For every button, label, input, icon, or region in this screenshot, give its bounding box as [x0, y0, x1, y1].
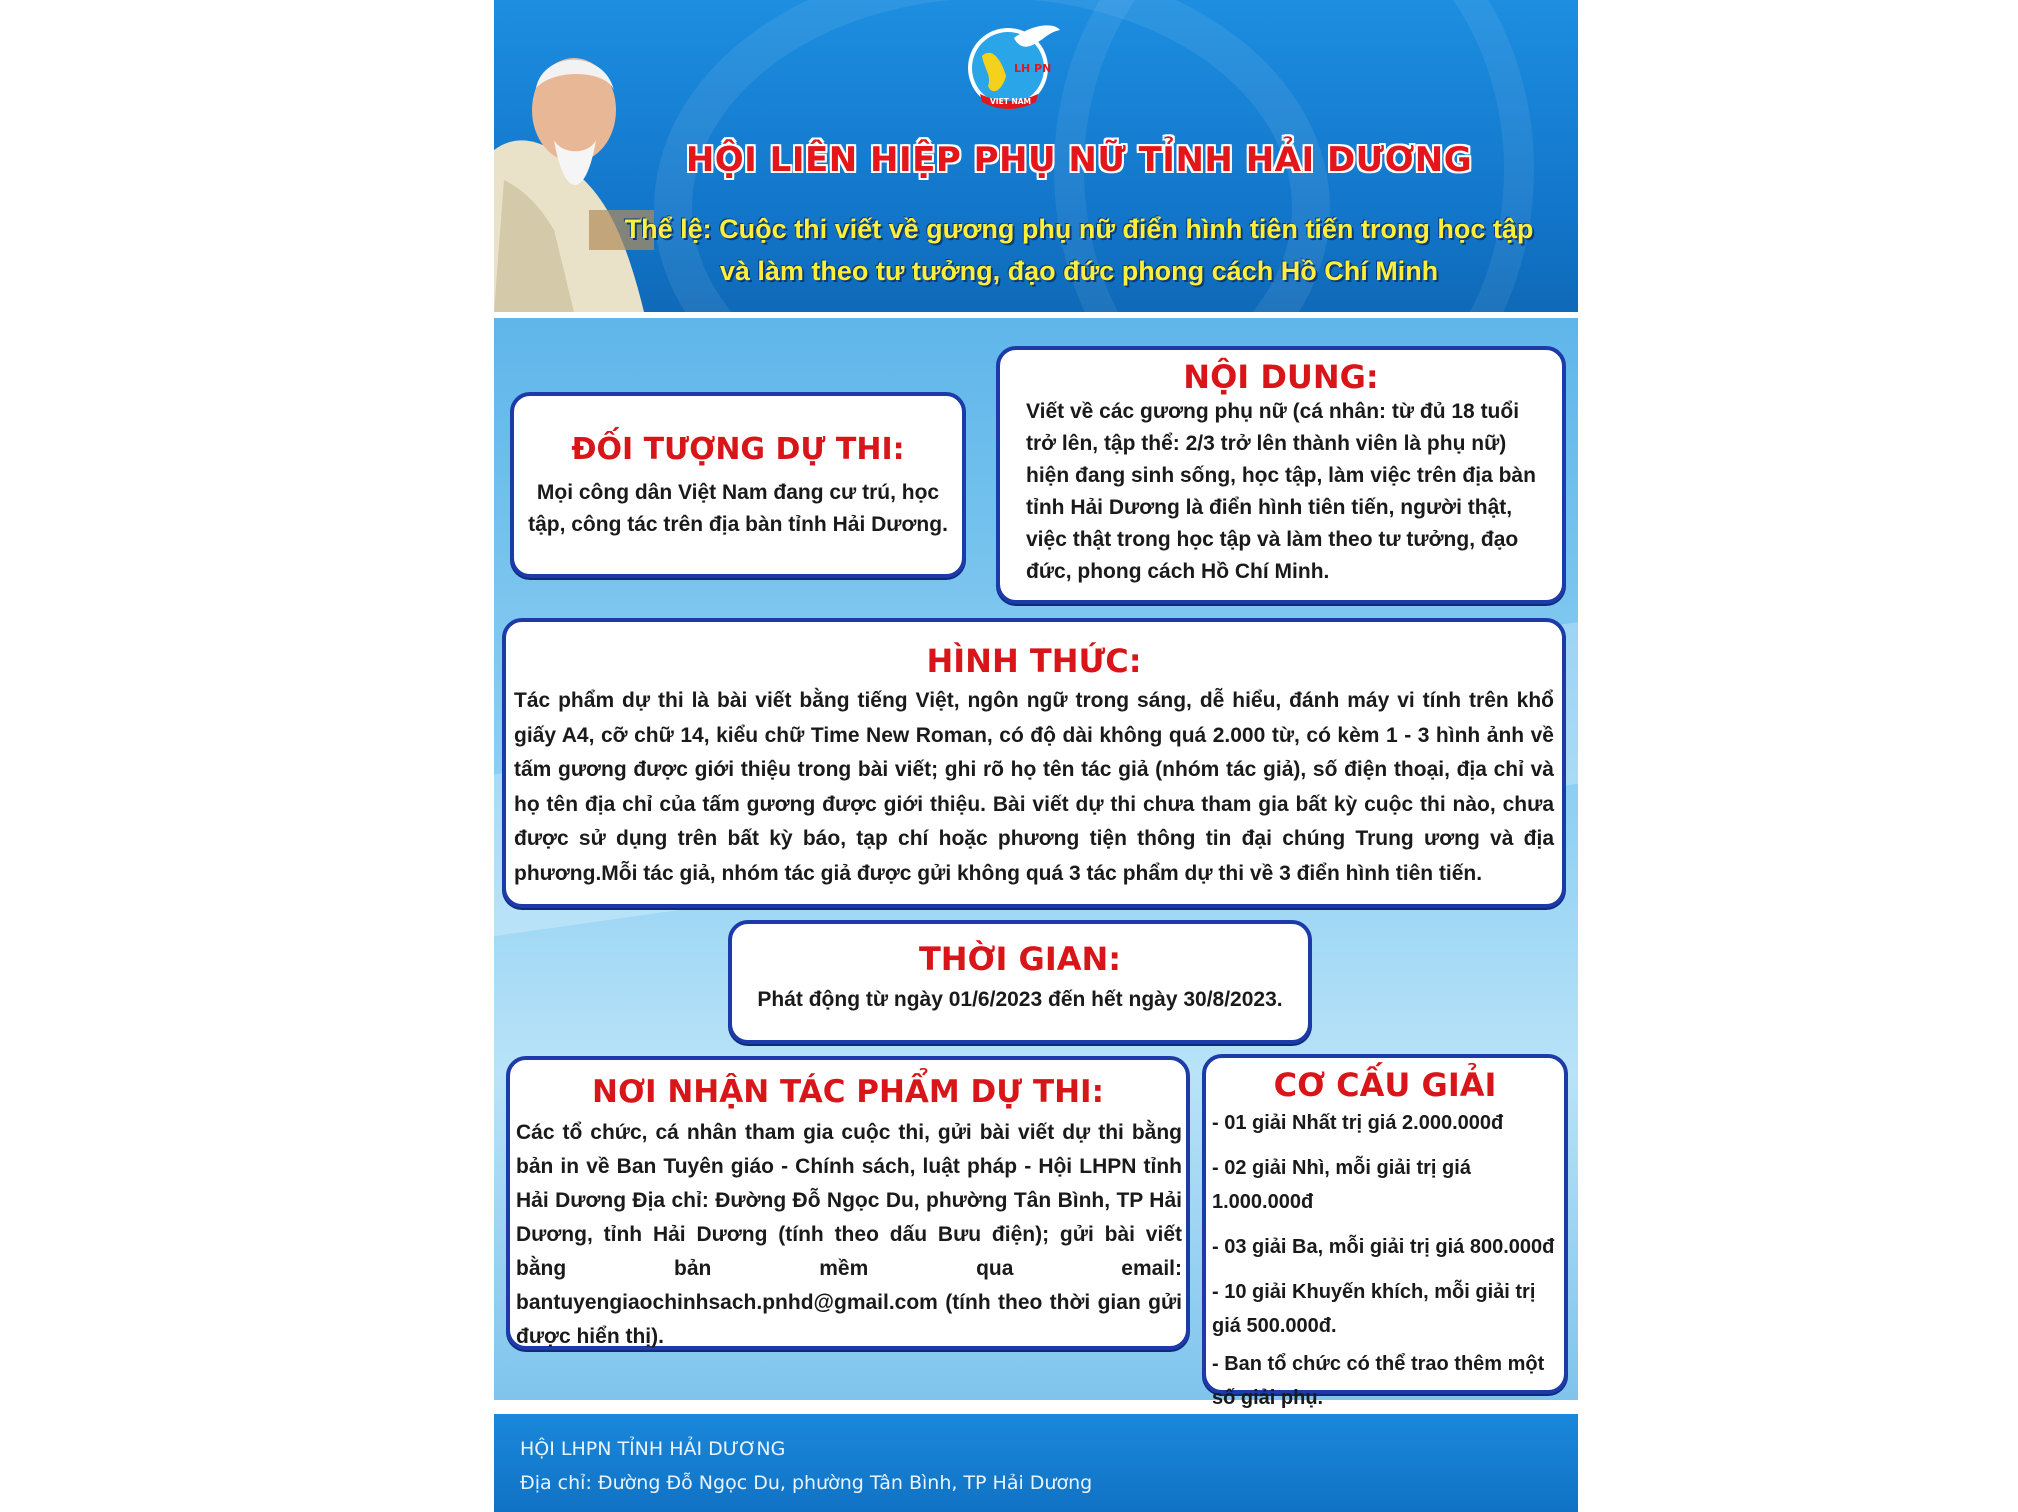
organization-title: HỘI LIÊN HIỆP PHỤ NỮ TỈNH HẢI DƯƠNG [685, 140, 1473, 180]
prize-list [1206, 1106, 1564, 1415]
hinh-thuc-text: Tác phẩm dự thi là bài viết bằng tiếng Việt, ngôn ngữ trong sáng, dễ hiểu, đánh máy vi tính trên khổ giấy A4, cỡ chữ 14, kiểu chữ Time New Roman, có độ dài không quá 2.000 từ, có kèm 1 - 3 hình ảnh về tấm gương được giới thiệu trong bài viết; ghi rõ họ tên tác giả (nhóm tác giả), số điện thoại, địa chỉ và họ tên địa chỉ của tấm gương được giới thiệu. Bài viết dự thi chưa tham gia bất kỳ cuộc thi nào, chưa được sử dụng trên bất kỳ báo, tạp chí hoặc phương tiện thông tin đại chúng Trung ương và địa phương.Mỗi tác giả, nhóm tác giả được gửi không quá 3 tác phẩm dự thi về 3 điển hình tiên tiến. [514, 689, 1554, 885]
prize-item: - 01 giải Nhất trị giá 2.000.000đ [1212, 1112, 1504, 1134]
logo-text-top: LH PN [1014, 62, 1052, 75]
lhpn-logo [962, 16, 1062, 116]
logo-text-bottom: VIET NAM [990, 97, 1031, 106]
poster [494, 0, 1578, 1512]
card-co-cau-giai [1202, 1054, 1568, 1409]
card-thoi-gian [728, 920, 1312, 1044]
poster-footer [494, 1414, 1578, 1512]
card-doi-tuong [510, 392, 966, 578]
doi-tuong-text: Mọi công dân Việt Nam đang cư trú, học tập, công tác trên địa bàn tỉnh Hải Dương. [528, 481, 948, 536]
prize-item: - Ban tổ chức có thể trao thêm một số giải phụ. [1212, 1353, 1545, 1409]
doi-tuong-title: ĐỐI TƯỢNG DỰ THI: [571, 432, 905, 467]
prize-item: - 02 giải Nhì, mỗi giải trị giá 1.000.000đ [1212, 1157, 1471, 1213]
thoi-gian-text: Phát động từ ngày 01/6/2023 đến hết ngày 30/8/2023. [757, 988, 1283, 1011]
prize-item: - 10 giải Khuyến khích, mỗi giải trị giá 500.000đ. [1212, 1281, 1536, 1337]
poster-header [494, 0, 1578, 312]
card-noi-dung [996, 346, 1566, 604]
card-noi-nhan [506, 1056, 1190, 1350]
prize-item: - 03 giải Ba, mỗi giải trị giá 800.000đ [1212, 1236, 1555, 1258]
card-hinh-thuc [502, 618, 1566, 908]
footer-org: HỘI LHPN TỈNH HẢI DƯƠNG [520, 1438, 786, 1460]
noi-nhan-text: Các tổ chức, cá nhân tham gia cuộc thi, gửi bài viết dự thi bằng bản in về Ban Tuyên giáo - Chính sách, luật pháp - Hội LHPN tỉnh Hải Dương Địa chỉ: Đường Đỗ Ngọc Du, phường Tân Bình, TP Hải Dương, tỉnh Hải Dương (tính theo dấu Bưu điện); gửi bài viết bằng bản mềm qua email: bantuyengiaochinhsach.pnhd@gmail.com (tính theo thời gian gửi được hiển thị). [516, 1121, 1182, 1348]
noi-dung-text: Viết về các gương phụ nữ (cá nhân: từ đủ 18 tuổi trở lên, tập thể: 2/3 trở lên thành viên là phụ nữ) hiện đang sinh sống, học tập, làm việc trên địa bàn tỉnh Hải Dương là điển hình tiên tiến, người thật, việc thật trong học tập và làm theo tư tưởng, đạo đức, phong cách Hồ Chí Minh. [1026, 400, 1536, 583]
thoi-gian-title: THỜI GIAN: [918, 940, 1122, 978]
subtitle-line-2: và làm theo tư tưởng, đạo đức phong cách Hồ Chí Minh [719, 256, 1439, 286]
subtitle-line-1: Thể lệ: Cuộc thi viết về gương phụ nữ điển hình tiên tiến trong học tập [624, 214, 1534, 244]
co-cau-giai-title: CƠ CẤU GIẢI [1273, 1066, 1497, 1104]
footer-address: Địa chỉ: Đường Đỗ Ngọc Du, phường Tân Bình, TP Hải Dương [520, 1472, 1093, 1494]
hinh-thuc-title: HÌNH THỨC: [926, 642, 1142, 680]
noi-dung-title: NỘI DUNG: [1183, 358, 1379, 396]
contest-subtitle [614, 208, 1544, 292]
noi-nhan-title: NƠI NHẬN TÁC PHẨM DỰ THI: [592, 1074, 1104, 1110]
